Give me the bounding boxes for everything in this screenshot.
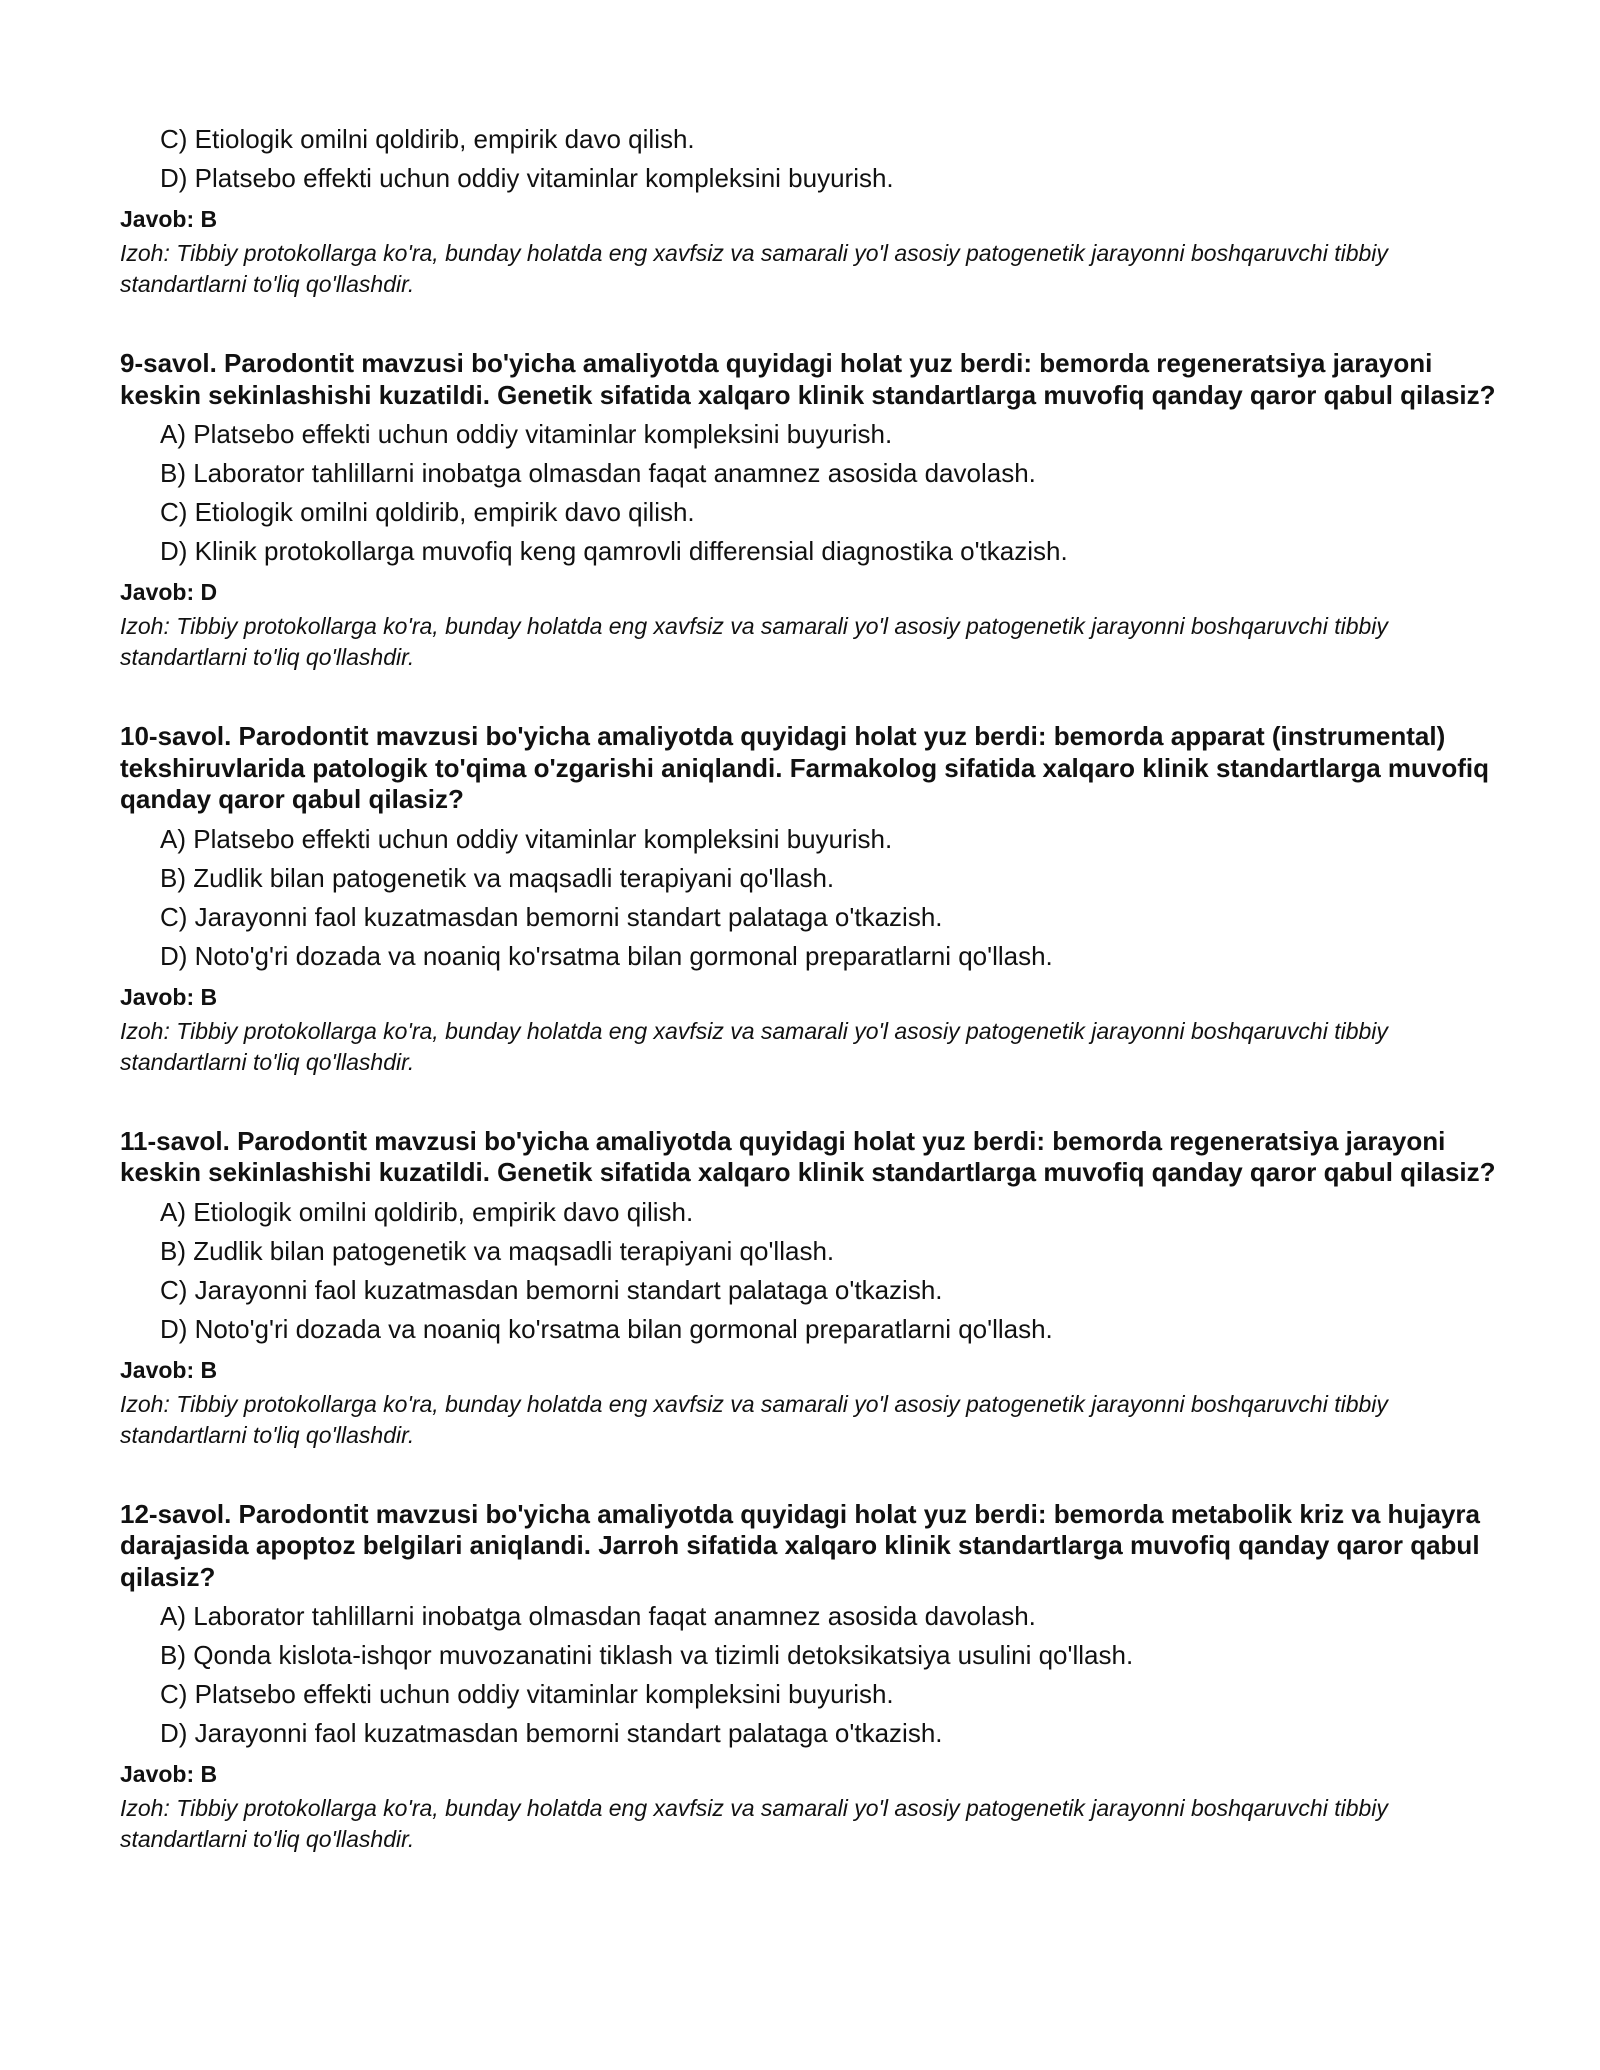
option-c: C) Etiologik omilni qoldirib, empirik davo qilish.: [160, 124, 695, 154]
answer-label: Javob: B: [120, 1356, 218, 1383]
options-list: [120, 415, 1500, 571]
option-b: B) Qonda kislota-ishqor muvozanatini tiklash va tizimli detoksikatsiya usulini qo'llash.: [160, 1640, 1134, 1670]
option-a: A) Platsebo effekti uchun oddiy vitaminlar kompleksini buyurish.: [160, 823, 893, 854]
option-d: D) Noto'g'ri dozada va noaniq ko'rsatma bilan gormonal preparatlarni qo'llash.: [160, 1313, 1053, 1344]
option-b: B) Laborator tahlillarni inobatga olmasdan faqat anamnez asosida davolash.: [160, 458, 1036, 488]
option-b: B) Zudlik bilan patogenetik va maqsadli terapiyani qo'llash.: [160, 862, 835, 893]
question-text: 10-savol. Parodontit mavzusi bo'yicha amaliyotda quyidagi holat yuz berdi: bemorda apparat (instrumental) tekshiruvlarida patologik to'qima o'zgarishi aniqlandi. Farmakolog sifatida xalqaro klinik standartlarga muvofiq qanday qaror qabul qilasiz?: [120, 721, 1489, 814]
option-a: A) Etiologik omilni qoldirib, empirik davo qilish.: [160, 1196, 694, 1227]
question-text: 12-savol. Parodontit mavzusi bo'yicha amaliyotda quyidagi holat yuz berdi: bemorda metabolik kriz va hujayra darajasida apoptoz belgilari aniqlandi. Jarroh sifatida xalqaro klinik standartlarga muvofiq qanday qaror qabul qilasiz?: [120, 1498, 1480, 1592]
option-c: C) Jarayonni faol kuzatmasdan bemorni standart palataga o'tkazish.: [160, 1274, 943, 1305]
explanation-note: Izoh: Tibbiy protokollarga ko'ra, bunday holatda eng xavfsiz va samarali yo'l asosiy patogenetik jarayonni boshqaruvchi tibbiy standartlarni to'liq qo'llashdir.: [120, 240, 1388, 297]
option-d: D) Jarayonni faol kuzatmasdan bemorni standart palataga o'tkazish.: [160, 1718, 943, 1748]
option-a: A) Laborator tahlillarni inobatga olmasdan faqat anamnez asosida davolash.: [160, 1601, 1036, 1631]
option-d: D) Noto'g'ri dozada va noaniq ko'rsatma bilan gormonal preparatlarni qo'llash.: [160, 940, 1053, 971]
explanation-note: Izoh: Tibbiy protokollarga ko'ra, bunday holatda eng xavfsiz va samarali yo'l asosiy patogenetik jarayonni boshqaruvchi tibbiy standartlarni to'liq qo'llashdir.: [120, 613, 1388, 670]
answer-label: Javob: B: [120, 1761, 218, 1787]
explanation-note: Izoh: Tibbiy protokollarga ko'ra, bunday holatda eng xavfsiz va samarali yo'l asosiy patogenetik jarayonni boshqaruvchi tibbiy standartlarni to'liq qo'llashdir.: [120, 1017, 1388, 1075]
options-list: [120, 820, 1500, 976]
option-b: B) Zudlik bilan patogenetik va maqsadli terapiyani qo'llash.: [160, 1235, 835, 1266]
question-8-continuation: [120, 120, 1500, 300]
answer-label: Javob: B: [120, 206, 218, 232]
options-list: [120, 1193, 1500, 1349]
answer-label: Javob: D: [120, 579, 218, 605]
document-page: [120, 120, 1500, 1855]
option-c: C) Jarayonni faol kuzatmasdan bemorni standart palataga o'tkazish.: [160, 901, 943, 932]
option-d: D) Platsebo effekti uchun oddiy vitaminlar kompleksini buyurish.: [160, 163, 894, 193]
question-9: [120, 348, 1500, 673]
option-c: C) Etiologik omilni qoldirib, empirik davo qilish.: [160, 497, 695, 527]
explanation-note: Izoh: Tibbiy protokollarga ko'ra, bunday holatda eng xavfsiz va samarali yo'l asosiy patogenetik jarayonni boshqaruvchi tibbiy standartlarni to'liq qo'llashdir.: [120, 1390, 1388, 1448]
option-d: D) Klinik protokollarga muvofiq keng qamrovli differensial diagnostika o'tkazish.: [160, 536, 1068, 566]
options-list: [120, 120, 1500, 198]
option-c: C) Platsebo effekti uchun oddiy vitaminlar kompleksini buyurish.: [160, 1679, 894, 1709]
options-list: [120, 1597, 1500, 1753]
question-11: [120, 1126, 1500, 1451]
question-text: 9-savol. Parodontit mavzusi bo'yicha amaliyotda quyidagi holat yuz berdi: bemorda regeneratsiya jarayoni keskin sekinlashishi kuzatildi. Genetik sifatida xalqaro klinik standartlarga muvofiq qanday qaror qabul qilasiz?: [120, 348, 1496, 410]
option-a: A) Platsebo effekti uchun oddiy vitaminlar kompleksini buyurish.: [160, 419, 893, 449]
question-10: [120, 721, 1500, 1078]
question-12: [120, 1499, 1500, 1856]
question-text: 11-savol. Parodontit mavzusi bo'yicha amaliyotda quyidagi holat yuz berdi: bemorda regeneratsiya jarayoni keskin sekinlashishi kuzatildi. Genetik sifatida xalqaro klinik standartlarga muvofiq qanday qaror qabul qilasiz?: [120, 1125, 1496, 1187]
answer-label: Javob: B: [120, 983, 218, 1010]
explanation-note: Izoh: Tibbiy protokollarga ko'ra, bunday holatda eng xavfsiz va samarali yo'l asosiy patogenetik jarayonni boshqaruvchi tibbiy standartlarni to'liq qo'llashdir.: [120, 1795, 1388, 1852]
